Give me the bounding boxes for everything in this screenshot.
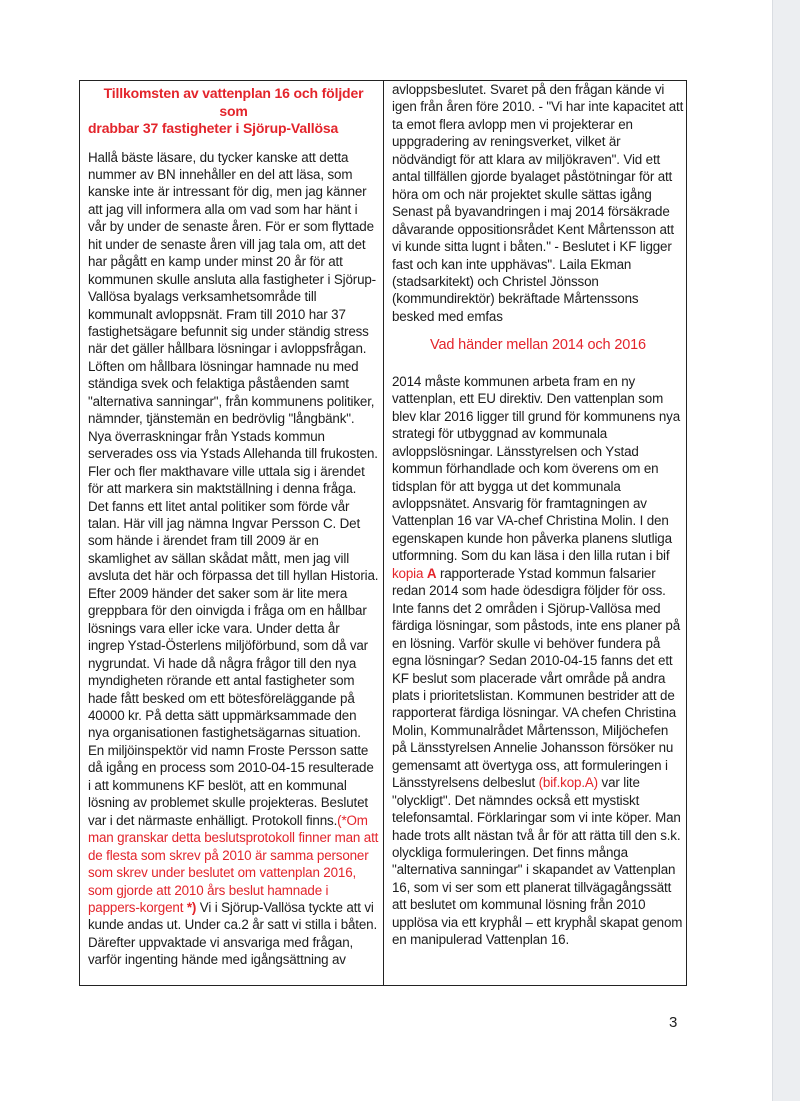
page-number: 3 (669, 1014, 678, 1031)
left-paragraph-text: Hallå bäste läsare, du tycker kanske att detta nummer av BN innehåller en del att läsa, som kanske inte är intressant för dig, men jag känner att jag vill informera alla om vad som har hänt i vår by under de senaste åren. För er som flyttade hit under de senaste åren vill jag tala om, att det har pågått en kamp under minst 20 år för att kommunen skulle ansluta alla fastigheter i Sjörup-Vallösa byalags verksamhetsområde till kommunalt avloppsnät. Fram till 2010 har 37 fastighetsägare befunnit sig under ständig stress när det gäller hållbara lösningar i avloppsfrågan. Löften om hållbara lösningar hamnade nu med ständiga svek och felaktiga påståenden samt "alternativa sanningar", från kommunens politiker, nämnder, tjänstemän en bedrövlig "långbänk". Nya överraskningar från Ystads kommun serverades oss via Ystads Allehanda till frukosten. Fler och fler makthavare ville uttala sig i ärendet för att markera sin maktställning i denna fråga. Det fanns ett litet antal politiker som förde vår talan. Här vill jag nämna Ingvar Persson C. Det som hände i ärendet fram till 2009 är en skamlighet av sällan skådat mått, men jag vill avsluta det här och förpassa det till hyllan Historia. Efter 2009 händer det saker som är lite mera greppbara för den oinvigda i fråga om en hållbar lösnings vara eller icke vara. Under detta år ingrep Ystad-Österlens miljöförbund, som då var nygrundat. Vi hade då några frågor till den nya myndigheten rörande ett antal fastigheter som hade fått besked om ett bötesföreläggande på 40000 kr. På detta sätt uppmärksammade den nya organisationen fastighetsägarnas situation. En miljöinspektör vid namn Froste Persson satte då igång en process som 2010-04-15 resulterade i att kommunens KF beslöt, att en kommunal lösning av problemet skulle projekteras. Beslutet var i det närmaste enhälligt. Protokoll finns. (88, 149, 379, 828)
article-title-line-2: drabbar 37 fastigheter i Sjörup-Vallösa (88, 120, 339, 136)
right-paragraph-2-b: rapporterade Ystad kommun falsarier redan 2014 som hade ödesdigra följder för oss. Inte fanns det 2 områden i Sjörup-Vallösa med färdiga lösningar, som påstods, inte ens planer på en lösning. Varför skulle vi behöver fundera på egna lösningar? Sedan 2010-04-15 fanns det ett KF beslut som placerade vårt område på andra plats i prioritetslistan. Kommunen bestrider att de rapporterat färdiga lösningar. VA chefen Christina Molin, Kommunalrådet Mårtensson, Miljöchefen på Länsstyrelsen Annelie Johansson försöker nu gemensamt att övertyga oss, att formuleringen i Länsstyrelsens delbeslut (392, 565, 681, 791)
right-paragraph-2-a: 2014 måste kommunen arbeta fram en ny vattenplan, ett EU direktiv. Den vattenplan som blev klar 2016 ligger till grund för kommunens nya strategi för utbyggnad av kommunala avloppslösningar. Länsstyrelsen och Ystad kommun förhandlade och kom överens om en tidsplan för att bygga ut det kommunala avloppsnätet. Ansvarig för framtagningen av Vattenplan 16 var VA-chef Christina Molin. I den egenskapen kunde hon påverka planens slutliga utformning. Som du kan läsa i den lilla rutan i bif (392, 373, 680, 564)
right-column (384, 81, 688, 949)
page-edge (772, 0, 800, 1101)
right-paragraph-2 (392, 373, 684, 949)
kopia-letter: A (426, 565, 437, 581)
article-title (88, 85, 379, 138)
bif-reference: (bif.kop.A) (538, 775, 598, 791)
red-note: (*Om man granskar detta beslutsprotokoll finner man att de flesta som skrev på 2010 är samma personer som skrev under beslutet om vattenplan 2016, som gjorde att 2010 års beslut hamnade i pappers-korgent (88, 812, 379, 915)
kopia-reference: kopia (392, 565, 424, 581)
article-frame (79, 80, 687, 986)
left-column (80, 81, 383, 969)
left-paragraph (88, 149, 379, 969)
right-paragraph-1: avloppsbeslutet. Svaret på den frågan kände vi igen från åren före 2010. - "Vi har inte kapacitet att ta emot flera avlopp men vi projekterar en uppgradering av reningsverket, vilket är nödvändigt för att klara av miljökraven". Vid ett antal tillfällen gjorde byalaget påstötningar för att höra om och när projektet skulle sättas igång Senast på byavandringen i maj 2014 försäkrade dåvarande oppositionsrådet Kent Mårtensson att vi kunde sitta lugnt i båten." - Beslutet i KF ligger fast och kan inte upphävas". Laila Ekman (stadsarkitekt) och Christel Jönsson (kommundirektör) bekräftade Mårtenssons besked med emfas (392, 82, 684, 324)
article-title-line-1: Tillkomsten av vattenplan 16 och följder som (103, 85, 364, 119)
left-paragraph-tail: Vi i Sjörup-Vallösa tyckte att vi kunde andas ut. Under ca.2 år satt vi stilla i båten. Därefter uppvaktade vi ansvariga med frågan, varför ingenting hände med igångsättning av (88, 899, 378, 968)
right-paragraph-2-c: var lite "olyckligt". Det nämndes också ett mystiskt telefonsamtal. Förklaringar som vi inte köper. Man hade trots allt nästan två år för att rätta till den s.k. olyckliga formuleringen. Det finns många "alternativa sanningar" i skapandet av Vattenplan 16, som vi ser som ett planerat tillvägagångssätt att beslutet om kommunal lösning från 2010 upplösa via ett kryphål – ett kryphål skapat genom en manipulerad Vattenplan 16. (392, 775, 683, 948)
section-subheading: Vad händer mellan 2014 och 2016 (430, 337, 646, 354)
red-note-end: *) (186, 899, 197, 915)
